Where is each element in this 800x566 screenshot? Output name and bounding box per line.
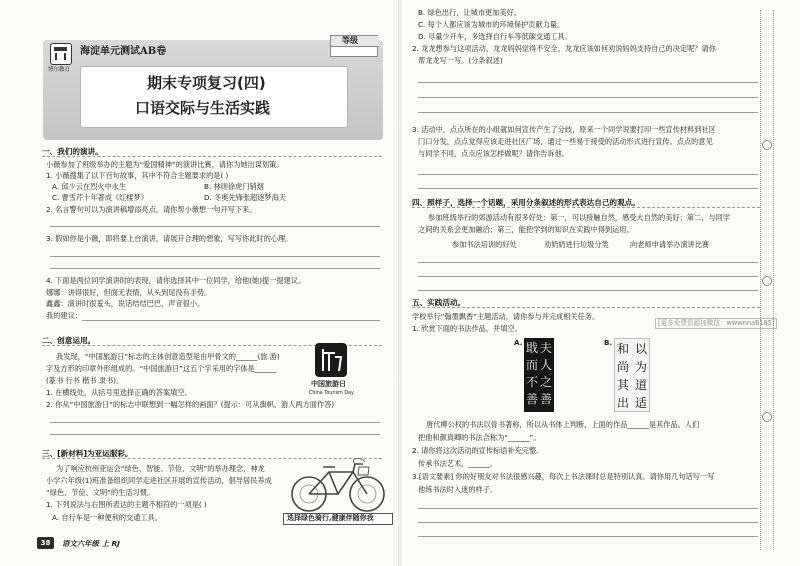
answer-line[interactable] [50, 422, 380, 423]
section-3-heading: 三、[新材料]为亚运服彩。 [42, 449, 133, 458]
r-q3c: 与同学不同，点点应该怎样做呢？请你告诉他。 [418, 149, 569, 158]
r-opt-c: C. 每个人都应该为城市的环境保护贡献力量。 [418, 20, 565, 29]
r-s5-slogan: 传承书法艺术，______。 [418, 459, 498, 468]
right-page [402, 0, 800, 566]
r-s4-example-1: 参加班级举行的郊游活动有很多好处：第一，可以接触自然，感受大自然的美好；第二，与同学 [428, 213, 730, 222]
s1-opt-a: A. 邱少云在烈火中永生 [52, 182, 127, 191]
grade-label: 等级 [342, 36, 358, 45]
calligraphy-char: 而 [526, 358, 539, 372]
s2-options: (篆书 行书 楷书 隶书)。 [46, 376, 124, 385]
calligraphy-char: 以 [635, 342, 648, 356]
calligraphy-char: 人 [540, 358, 553, 372]
s2-q1: 1. 在横线处，从括号里选择正确的答案填空。 [46, 388, 192, 397]
r-q2a: 2. 龙龙想参与这项活动，龙龙妈妈觉得不安全，龙龙应该如何劝说妈妈支持自己的决定呢？请你 [412, 44, 716, 53]
s1-student-a: 娜娜：讲得很好，但面无表情，从头到尾没有手势。 [46, 288, 212, 297]
s3-q1: 1. 下列说法与右图所表达的主题不相符的一项是( ) [46, 500, 207, 509]
answer-line[interactable] [50, 226, 380, 227]
topic-option-3[interactable]: 向老师申请举办演讲比赛 [630, 240, 710, 249]
r-s5-q1: 1. 欣赏下面的书法作品，并填空。 [412, 324, 522, 333]
series-name: 海淀单元测试AB卷 [80, 46, 167, 57]
section-2-heading: 二、创意运用。 [42, 336, 96, 345]
binding-hole-icon [762, 412, 772, 422]
s1-student-b: 鑫鑫：演讲时很羞头，说话结结巴巴，声音很小。 [46, 299, 205, 308]
section-rule [42, 156, 382, 157]
calligraphy-char: 出 [617, 396, 630, 410]
logo-en-text: China Tourism Day [309, 391, 354, 396]
calligraphy-char: 不 [526, 375, 539, 389]
s3-opt-a: A. 自行车是一种便利的交通工具。 [52, 513, 162, 522]
calligraphy-work-a [524, 338, 554, 412]
calligraphy-char: 戢 [526, 341, 539, 355]
answer-line[interactable] [50, 434, 380, 435]
calligraphy-char: 适 [635, 396, 648, 410]
s1-intro: 小薇参加了班级举办的主题为“爱国精神”的演讲比赛，请你为她出谋划策。 [46, 160, 284, 169]
calligraphy-char: 其 [617, 378, 630, 392]
calligraphy-char: 道 [635, 378, 648, 392]
section-5-heading: 五、实践活动。 [412, 298, 466, 307]
s1-q4: 4. 下面是两位同学演讲时的表现，请你选择其中一位同学，给他(她)提一提建议。 [46, 276, 306, 285]
r-opt-b: B. 绿色出行，让城市更加美好。 [418, 8, 521, 17]
section-4-heading: 四、照样子，选择一个话题，采用分条叙述的形式表达自己的观点。 [412, 198, 640, 207]
calligraphy-char: 之 [540, 375, 553, 389]
answer-line[interactable] [50, 256, 380, 257]
r-s5-p2: 把他和颜真卿的书法合称为“______”。 [418, 433, 541, 442]
s3-p1: 为了响应杭州亚运会“绿色、智能、节俭、文明”的举办理念，神龙 [56, 464, 265, 473]
section-1-heading: 一、我们的演讲。 [42, 147, 103, 156]
answer-line[interactable] [82, 320, 380, 321]
answer-line[interactable] [418, 174, 758, 175]
answer-line[interactable] [50, 268, 380, 269]
answer-line[interactable] [418, 508, 758, 509]
calligraphy-char: 和 [617, 342, 630, 356]
brand-caption: 博尔教育 [48, 67, 71, 73]
r-s4-example-2: 之间的关系会更加融洽；第三，能把学到的知识在实践中得到运用。 [418, 225, 634, 234]
r-q3b: 门口分发，点点觉得应该走进社区广场，通过一些易于接受的活动形式进行宣传。点点的意见 [418, 137, 713, 146]
calligraphy-char: 为 [635, 360, 648, 374]
answer-line[interactable] [418, 522, 758, 523]
r-s5-q3a: 3.[语文要素] 你的好朋友对书法很感兴趣，每次上书法课时总是特别认真。请你用几句话写一写 [412, 472, 715, 481]
answer-line[interactable] [418, 97, 758, 98]
s3-p2: 小学六年级(1)班准备组织同学走进社区开展的宣传活动，倡导居民养成 [46, 476, 272, 485]
s1-q1: 1. 小薇搜集了以下百句故事，其中不符合主题要求的是( ) [46, 171, 229, 180]
left-page [0, 0, 398, 566]
answer-line[interactable] [418, 290, 758, 291]
answer-line[interactable] [418, 536, 758, 537]
section-rule [412, 307, 760, 308]
footer-subject: 语文六年级 上 RJ [62, 539, 120, 548]
r-q2b: 帮龙龙写一写。(分条叙述) [418, 56, 503, 65]
bicycle-illustration [283, 458, 393, 520]
s1-opt-c: C. 曹雪芹十年著成《红楼梦》 [52, 193, 148, 202]
page-number: 38 [37, 537, 54, 549]
s1-opt-d: D. 冬奥先锋张超逐梦海天 [204, 193, 286, 202]
calligraphy-work-b [614, 338, 650, 412]
s2-p2: 字及方形的印章外形组成的。“中国旅游日”这五个字采用的字体是______ [46, 364, 277, 373]
page-title: 期末专项复习(四) [147, 74, 266, 92]
binding-hole-icon [762, 276, 772, 286]
calligraphy-char: 尚 [617, 360, 630, 374]
r-opt-d: D. 尽量少开车，多选择自行车等低碳交通工具。 [418, 32, 572, 41]
work-b-label: B. [604, 338, 613, 347]
page-subtitle: 口语交际与生活实践 [135, 99, 271, 117]
s3-p3: “绿色、节俭、文明”的生活习惯。 [46, 488, 155, 497]
s1-opt-b: B. 林则徐虎门销烟 [204, 182, 264, 191]
calligraphy-char: 夫 [540, 341, 553, 355]
s1-advice-label: 我的建议： [46, 311, 82, 320]
answer-line[interactable] [418, 112, 758, 113]
watermark-text: [更多免费资源加微信：wwwnna6185] [655, 318, 777, 329]
answer-line[interactable] [418, 262, 758, 263]
s2-p1: 我发现，“中国旅游日”标志的主体创意造型是由甲骨文的______(旅 游) [56, 352, 280, 361]
answer-line[interactable] [418, 82, 758, 83]
calligraphy-char: 善 [540, 392, 553, 406]
r-s5-p1: 唐代柳公权的书法以骨书著称，所以从书体上判断，上面的作品______是其作品。人们 [426, 420, 700, 429]
work-a-label: A. [514, 338, 523, 347]
answer-line[interactable] [418, 276, 758, 277]
s1-q3: 3. 假如你是小薇，即将要上台演讲，请展开合理的想象，写写你此时的心理。 [46, 234, 293, 243]
topic-option-2[interactable]: 劝奶奶进行垃圾分类 [544, 240, 609, 249]
binding-hole-icon [762, 140, 772, 150]
s2-q2: 2. 你从“中国旅游日”的标志中联想到一幅怎样的画面？(提示：可从旗帜、游人两方面作答) [46, 400, 335, 409]
logo-cn-text: 中国旅游日 [311, 380, 346, 388]
topic-option-1[interactable]: 参加书法培训的好处 [452, 240, 517, 249]
bicycle-icon [283, 458, 393, 514]
china-tourism-day-logo [307, 343, 357, 403]
seal-icon [315, 343, 347, 377]
calligraphy-char: 善 [526, 392, 539, 406]
r-q3a: 3. 活动中，点点所在的小组就如何宣传产生了分歧，原来一个同学说要打印一些宣传材料到社区 [412, 125, 716, 134]
bike-caption: 选择绿色骑行,健康伴随你我 [287, 514, 374, 522]
r-s5-intro: 学校举行“翰墨飘香”主题活动，请你参与并完成相关任务。 [412, 312, 600, 321]
answer-line[interactable] [418, 188, 758, 189]
section-rule [412, 207, 760, 208]
r-s5-q2: 2. 请你将这次活动的宣传标语补充完整。 [412, 446, 544, 455]
s1-q2: 2. 名言警句可以为演讲稿增添亮点，请你帮小薇想一句开写下来。 [46, 205, 257, 214]
r-s5-q3b: 他练书法时入迷的样子。 [418, 485, 498, 494]
brand-logo-icon [50, 43, 72, 65]
